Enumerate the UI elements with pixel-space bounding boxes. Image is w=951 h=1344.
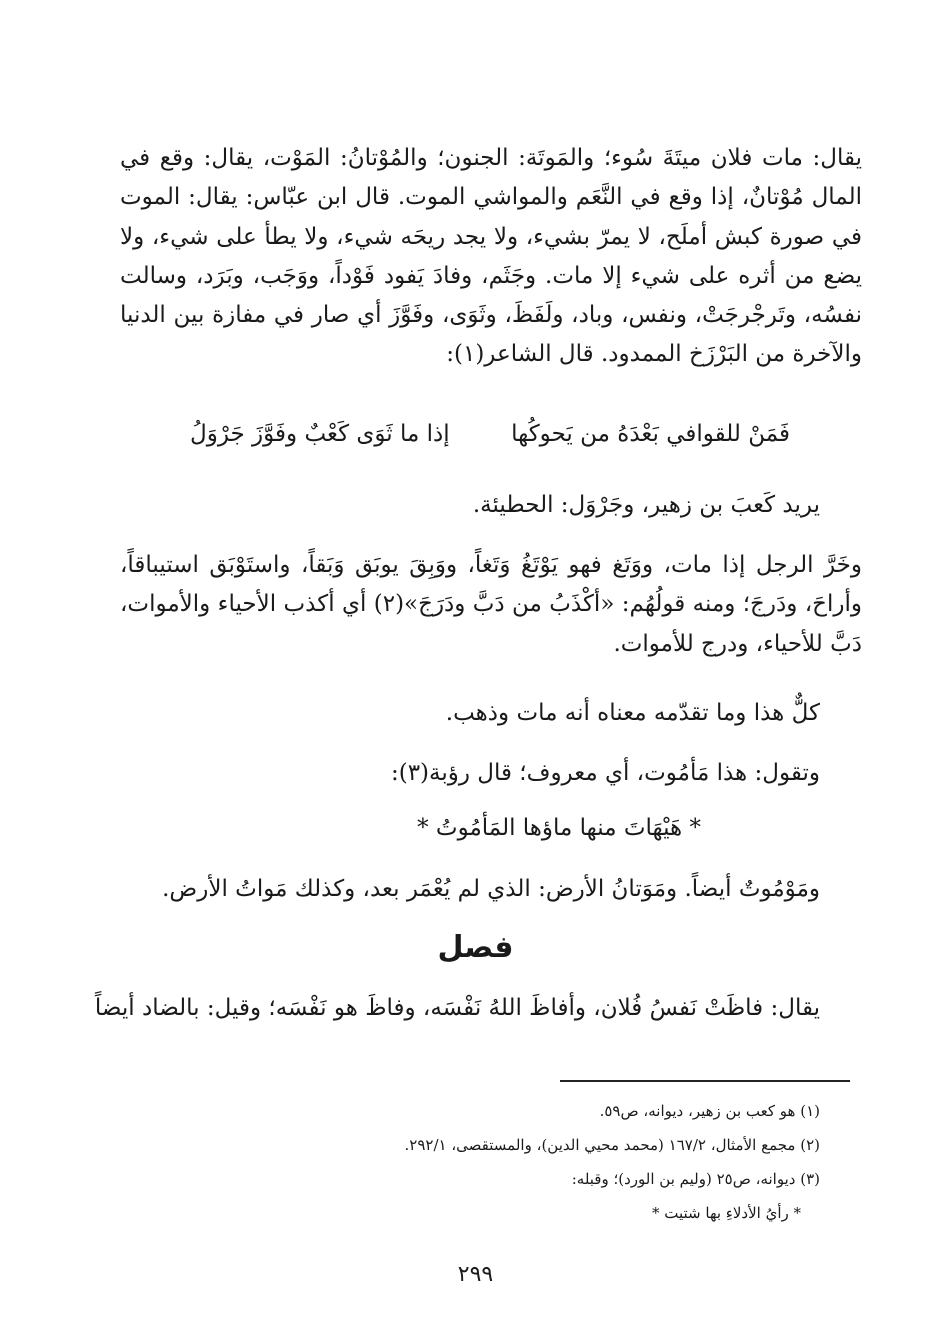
footnote-1: (١) هو كعب بن زهير، ديوانه، ص٥٩.: [599, 1102, 820, 1120]
footnote-divider: [560, 1080, 850, 1082]
line-faazat: يقال: فاظَتْ نَفسُ فُلان، وأفاظَ اللهُ نَفْسَه، وفاظَ هو نَفْسَه؛ وقيل: بالضاد أيضاً: [94, 995, 820, 1021]
section-heading: فصل: [437, 930, 514, 965]
paragraph-2: وخَرَّ الرجل إذا مات، ووَتَغ فهو يَوْتَغُ وَتَغاً، ووَبِقَ يوبَق وَبَقاً، واستَوْبَق استيباقاً، وأراحَ، ودَرجَ؛ ومنه قولُهُم: «أكْذَبُ من دَبَّ ودَرَجَ»(٢) أي أكذب الأحياء والأموات، دَبَّ للأحياء، ودرج للأموات.: [120, 552, 862, 657]
footnote-2: (٢) مجمع الأمثال، ١٦٧/٢ (محمد محيي الدين)، والمستقصى، ٢٩٢/١.: [404, 1136, 820, 1154]
poetry-verse-2: * هَيْهَاتَ منها ماؤها المَأمُوتُ *: [417, 815, 701, 841]
line-summary: كلٌّ هذا وما تقدّمه معناه أنه مات وذهب.: [445, 700, 820, 726]
paragraph-1: يقال: مات فلان ميتَةَ سُوء؛ والمَوتَة: الجنون؛ والمُوْتانُ: المَوْت، يقال: وقع في المال مُوْتانٌ، إذا وقع في النَّعَم والمواشي الموت. قال ابن عبّاس: يقال: الموت في صورة كبش أملَح، لا يمرّ بشيء، ولا يجد ريحَه شيء، ولا يطأ على شيء، ولا يضع من أثره على شيء إلا مات. وجَثَم، وفادَ يَفود فَوْداً، ووَجَب، وبَرَد، وسالت نفسُه، وتَرجْرجَتْ، ونفس، وباد، ولَفَظَ، وثَوَى، وفَوَّزَ أي صار في مفازة بين الدنيا والآخرة من البَرْزَخ الممدود. قال الشاعر(١):: [120, 145, 862, 368]
line-mamut: وتقول: هذا مَأمُوت، أي معروف؛ قال رؤبة(٣):: [390, 760, 820, 786]
verse-1-second-hemistich: إذا ما ثَوَى كَعْبٌ وفَوَّزَ جَرْوَلُ: [190, 421, 450, 447]
footnote-3-verse: * رأيُ الأدلاءِ بها شتيت *: [651, 1204, 801, 1222]
footnote-3: (٣) ديوانه، ص٢٥ (وليم بن الورد)؛ وقبله:: [571, 1170, 820, 1188]
line-mawmut: ومَوْمُوتٌ أيضاً. ومَوَتانُ الأرض: الذي لم يُعْمَر بعد، وكذلك مَواتُ الأرض.: [162, 876, 820, 902]
verse-1-first-hemistich: فَمَنْ للقوافي بَعْدَهُ من يَحوكُها: [511, 421, 790, 447]
line-kaab-explanation: يريد كَعبَ بن زهير، وجَرْوَل: الحطيئة.: [472, 492, 820, 518]
page-number: ٢٩٩: [457, 1262, 494, 1287]
